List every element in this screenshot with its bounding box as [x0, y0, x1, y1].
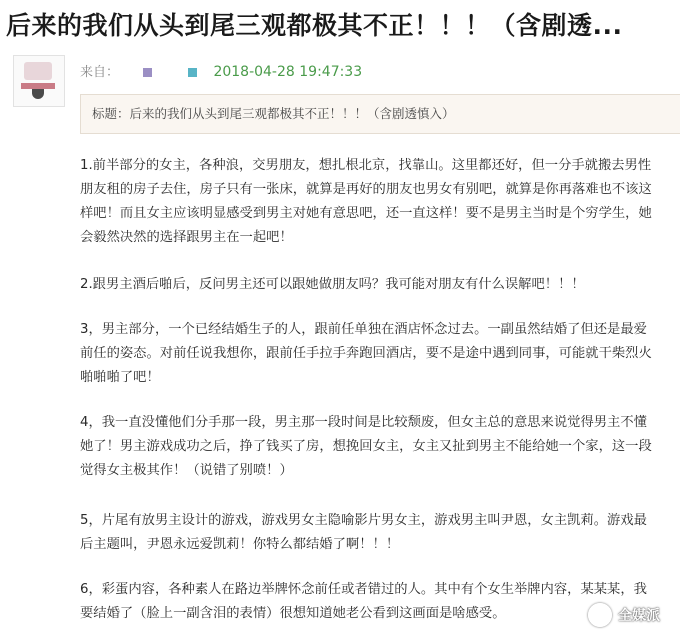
paragraph-line: 3，男主部分，一个已经结婚生子的人，跟前任单独在酒店怀念过去。一副虽然结婚了但还是最爱 [80, 322, 647, 337]
paragraph-line: 1.前半部分的女主，各种浪，交男朋友，想扎根北京，找靠山。这里都还好，但一分手就搬去男性 [80, 158, 652, 173]
from-label: 来自： [80, 65, 120, 80]
avatar-image-top [24, 62, 52, 80]
paragraph-line: 朋友租的房子去住，房子只有一张床，就算是再好的朋友也男女有别吧，就算是你再落难也不该这 [80, 182, 652, 197]
post-meta [80, 62, 362, 82]
paragraph-line: 会毅然决然的选择跟男主在一起吧！ [80, 230, 293, 245]
paragraph-line: 6，彩蛋内容，各种素人在路边举牌怀念前任或者错过的人。其中有个女生举牌内容，某某某，我 [80, 582, 647, 597]
paragraph-3 [80, 318, 680, 390]
post-title[interactable]: 后来的我们从头到尾三观都极其不正！！！（含剧透... [6, 11, 623, 40]
post-datetime: 2018-04-28 19:47:33 [213, 64, 363, 80]
paragraph-line: 前任的姿态。对前任说我想你，跟前任手拉手奔跑回酒店，要不是途中遇到同事，可能就干柴烈火 [80, 346, 652, 361]
redacted-username-block [143, 68, 152, 77]
paragraph-line: 要结婚了（脸上一副含泪的表情）很想知道她老公看到这画面是啥感受。 [80, 606, 506, 621]
quote-title-box: 标题：后来的我们从头到尾三观都极其不正！！！（含剧透慎入） [80, 94, 680, 134]
watermark-text: 全媒派 [618, 608, 660, 624]
paragraph-line: 样吧！而且女主应该明显感受到男主对她有意思吧，还一直这样！要不是男主当时是个穷学生，她 [80, 206, 652, 221]
paragraph-1 [80, 154, 680, 250]
wechat-logo-icon [588, 603, 612, 627]
paragraph-2 [80, 273, 680, 297]
paragraph-5 [80, 509, 680, 557]
paragraph-line: 后主题叫，尹恩永远爱凯莉！你特么都结婚了啊！！！ [80, 537, 400, 552]
paragraph-line: 她了！男主游戏成功之后，挣了钱买了房，想挽回女主，女主又扯到男主不能给她一个家，这一段 [80, 439, 652, 454]
paragraph-4 [80, 411, 680, 483]
paragraph-line: 4，我一直没懂他们分手那一段，男主那一段时间是比较颓废，但女主总的意思来说觉得男主不懂 [80, 415, 647, 430]
avatar[interactable] [13, 55, 65, 107]
redacted-username-block [188, 68, 197, 77]
paragraph-line: 觉得女主极其作！（说错了别喷！） [80, 463, 293, 478]
paragraph-line: 啪啪啪了吧！ [80, 370, 160, 385]
avatar-image-bottom [32, 89, 44, 99]
paragraph-line: 5，片尾有放男主设计的游戏，游戏男女主隐喻影片男女主，游戏男主叫尹恩，女主凯莉。游戏最 [80, 513, 647, 528]
watermark [588, 603, 660, 627]
paragraph-line: 2.跟男主酒后啪后，反问男主还可以跟她做朋友吗？我可能对朋友有什么误解吧！！！ [80, 277, 585, 292]
